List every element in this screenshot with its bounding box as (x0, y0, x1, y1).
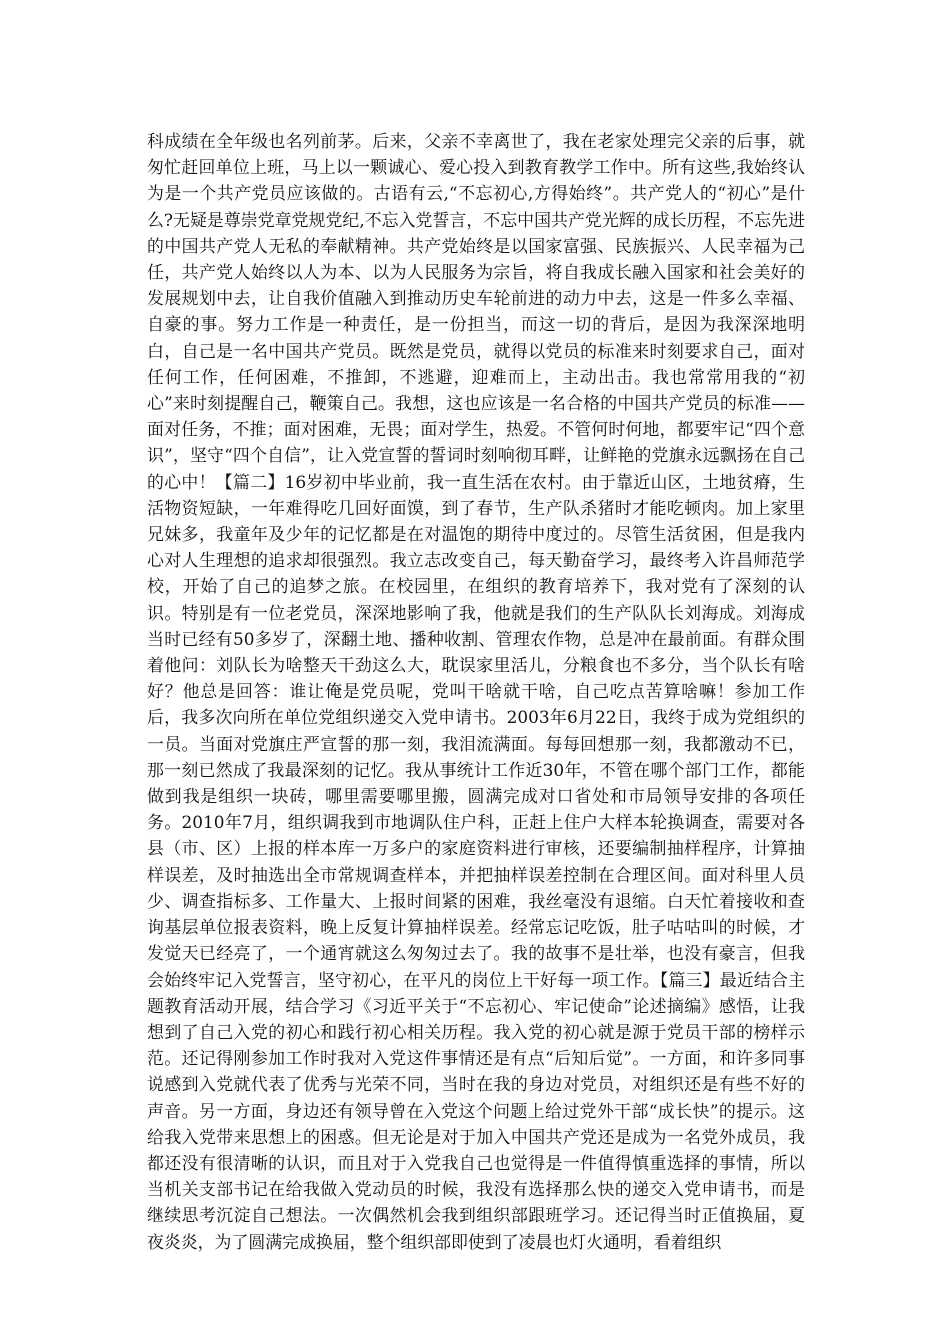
body-paragraph: 科成绩在全年级也名列前茅。后来，父亲不幸离世了，我在老家处理完父亲的后事，就匆忙赶回单位上班，马上以一颗诚心、爱心投入到教育教学工作中。所有这些,我始终认为是一个共产党员应该做的。古语有云,“不忘初心,方得始终”。共产党人的“初心”是什么?无疑是尊崇党章党规党纪,不忘入党誓言，不忘中国共产党光辉的成长历程，不忘先进的中国共产党人无私的奉献精神。共产党始终是以国家富强、民族振兴、人民幸福为己任，共产党人始终以人为本、以为人民服务为宗旨，将自我成长融入国家和社会美好的发展规划中去，让自我价值融入到推动历史车轮前进的动力中去，这是一件多么幸福、自豪的事。努力工作是一种责任，是一份担当，而这一切的背后，是因为我深深地明白，自己是一名中国共产党员。既然是党员，就得以党员的标准来时刻要求自己，面对任何工作，任何困难，不推卸，不逃避，迎难而上，主动出击。我也常常用我的“初心”来时刻提醒自己，鞭策自己。我想，这也应该是一名合格的中国共产党员的标准——面对任务，不推；面对困难，无畏；面对学生，热爱。不管何时何地，都要牢记“四个意识”，坚守“四个自信”，让入党宣誓的誓词时刻响彻耳畔，让鲜艳的党旗永远飘扬在自己的心中！【篇二】16岁初中毕业前，我一直生活在农村。由于靠近山区，土地贫瘠，生活物资短缺，一年难得吃几回好面馍，到了春节，生产队杀猪时才能吃顿肉。加上家里兄妹多，我童年及少年的记忆都是在对温饱的期待中度过的。尽管生活贫困，但是我内心对人生理想的追求却很强烈。我立志改变自己，每天勤奋学习，最终考入许昌师范学校，开始了自己的追梦之旅。在校园里，在组织的教育培养下，我对党有了深刻的认识。特别是有一位老党员，深深地影响了我，他就是我们的生产队队长刘海成。刘海成当时已经有50多岁了，深翻土地、播种收割、管理农作物，总是冲在最前面。有群众围着他问：刘队长为啥整天干劲这么大，耽误家里活儿，分粮食也不多分，当个队长有啥好？他总是回答：谁让俺是党员呢，党叫干啥就干啥，自己吃点苦算啥嘛！参加工作后，我多次向所在单位党组织递交入党申请书。2003年6月22日，我终于成为党组织的一员。当面对党旗庄严宣誓的那一刻，我泪流满面。每每回想那一刻，我都激动不已，那一刻已然成了我最深刻的记忆。我从事统计工作近30年，不管在哪个部门工作，都能做到我是组织一块砖，哪里需要哪里搬，圆满完成对口省处和市局领导安排的各项任务。2010年7月，组织调我到市地调队住户科，正赶上住户大样本轮换调查，需要对各县（市、区）上报的样本库一万多户的家庭资料进行审核，还要编制抽样程序，计算抽样误差，及时抽选出全市常规调查样本，并把抽样误差控制在合理区间。面对科里人员少、调查指标多、工作量大、上报时间紧的困难，我丝毫没有退缩。白天忙着接收和查询基层单位报表资料，晚上反复计算抽样误差。经常忘记吃饭，肚子咕咕叫的时候，才发觉天已经亮了，一个通宵就这么匆匆过去了。我的故事不是壮举，也没有豪言，但我会始终牢记入党誓言，坚守初心，在平凡的岗位上干好每一项工作。【篇三】最近结合主题教育活动开展，结合学习《习近平关于“不忘初心、牢记使命”论述摘编》感悟，让我想到了自己入党的初心和践行初心相关历程。我入党的初心就是源于党员干部的榜样示范。还记得刚参加工作时我对入党这件事情还是有点“后知后觉”。一方面，和许多同事说感到入党就代表了优秀与光荣不同，当时在我的身边对党员，对组织还是有些不好的声音。另一方面，身边还有领导曾在入党这个问题上给过党外干部“成长快”的提示。这给我入党带来思想上的困惑。但无论是对于加入中国共产党还是成为一名党外成员，我都还没有很清晰的认识，而且对于入党我自己也觉得是一件值得慎重选择的事情，所以当机关支部书记在给我做入党动员的时候，我没有选择那么快的递交入党申请书，而是继续思考沉淀自己想法。一次偶然机会我到组织部跟班学习。还记得当时正值换届，夏夜炎炎，为了圆满完成换届，整个组织部即使到了凌晨也灯火通明，看着组织 (147, 131, 805, 1252)
